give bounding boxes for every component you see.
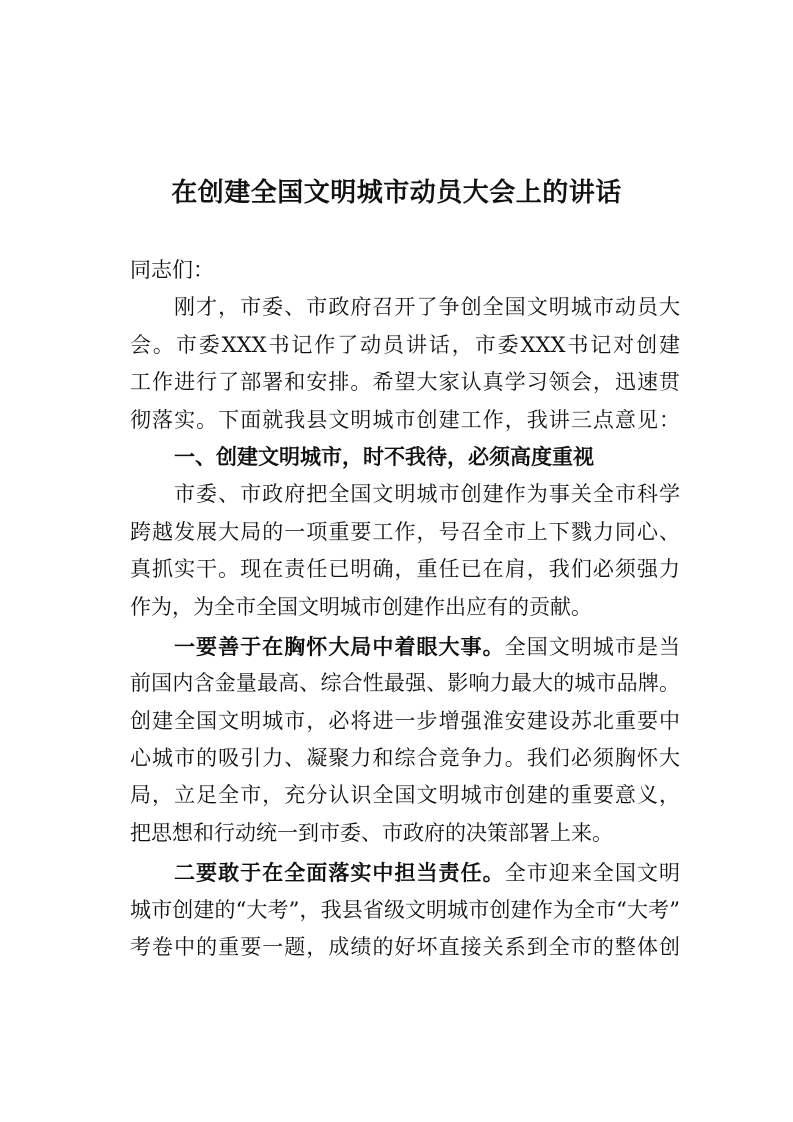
paragraph-line: 会。市委XXX书记作了动员讲话，市委XXX书记对创建 xyxy=(130,332,680,357)
paragraph-intro xyxy=(130,289,680,439)
point-text: 全市迎来全国文明 xyxy=(504,861,681,886)
paragraph-line: 作为，为全市全国文明城市创建作出应有的贡献。 xyxy=(130,594,592,619)
point-lead: 一要善于在胸怀大局中着眼大事。 xyxy=(174,633,505,659)
paragraph-point-2 xyxy=(130,854,680,966)
paragraph-line: 工作进行了部署和安排。希望大家认真学习领会，迅速贯 xyxy=(130,370,680,395)
point-lead: 二要敢于在全面落实中担当责任。 xyxy=(174,860,505,886)
paragraph-line: 前国内含金量最高、综合性最强、影响力最大的城市品牌。 xyxy=(130,671,680,696)
paragraph-line: 心城市的吸引力、凝聚力和综合竞争力。我们必须胸怀大 xyxy=(130,746,680,771)
section-heading-1: 一、创建文明城市，时不我待，必须高度重视 xyxy=(174,444,594,469)
paragraph-line: 城市创建的“大考”，我县省级文明城市创建作为全市“大考” xyxy=(130,897,680,922)
paragraph-line: 彻落实。下面就我县文明城市创建工作，我讲三点意见： xyxy=(130,407,680,432)
paragraph-section1 xyxy=(130,476,680,626)
document-body xyxy=(130,252,680,966)
paragraph-line: 真抓实干。现在责任已明确，重任已在肩，我们必须强力 xyxy=(130,557,680,582)
paragraph-line: 把思想和行动统一到市委、市政府的决策部署上来。 xyxy=(130,820,613,845)
paragraph-line xyxy=(130,628,680,665)
paragraph-line: 跨越发展大局的一项重要工作，号召全市上下戮力同心、 xyxy=(130,519,680,544)
paragraph-line: 市委、市政府把全国文明城市创建作为事关全市科学 xyxy=(174,482,680,507)
document-title: 在创建全国文明城市动员大会上的讲话 xyxy=(171,178,622,208)
paragraph-line: 创建全国文明城市，必将进一步增强淮安建设苏北重要中 xyxy=(130,708,680,733)
paragraph-line: 考卷中的重要一题，成绩的好坏直接关系到全市的整体创 xyxy=(130,935,680,960)
salutation: 同志们： xyxy=(130,258,214,282)
paragraph-line: 刚才，市委、市政府召开了争创全国文明城市动员大 xyxy=(174,295,680,320)
paragraph-point-1 xyxy=(130,628,680,852)
paragraph-line: 局，立足全市，充分认识全国文明城市创建的重要意义， xyxy=(130,783,680,808)
point-text: 全国文明城市是当 xyxy=(504,634,681,659)
paragraph-line xyxy=(130,854,680,891)
